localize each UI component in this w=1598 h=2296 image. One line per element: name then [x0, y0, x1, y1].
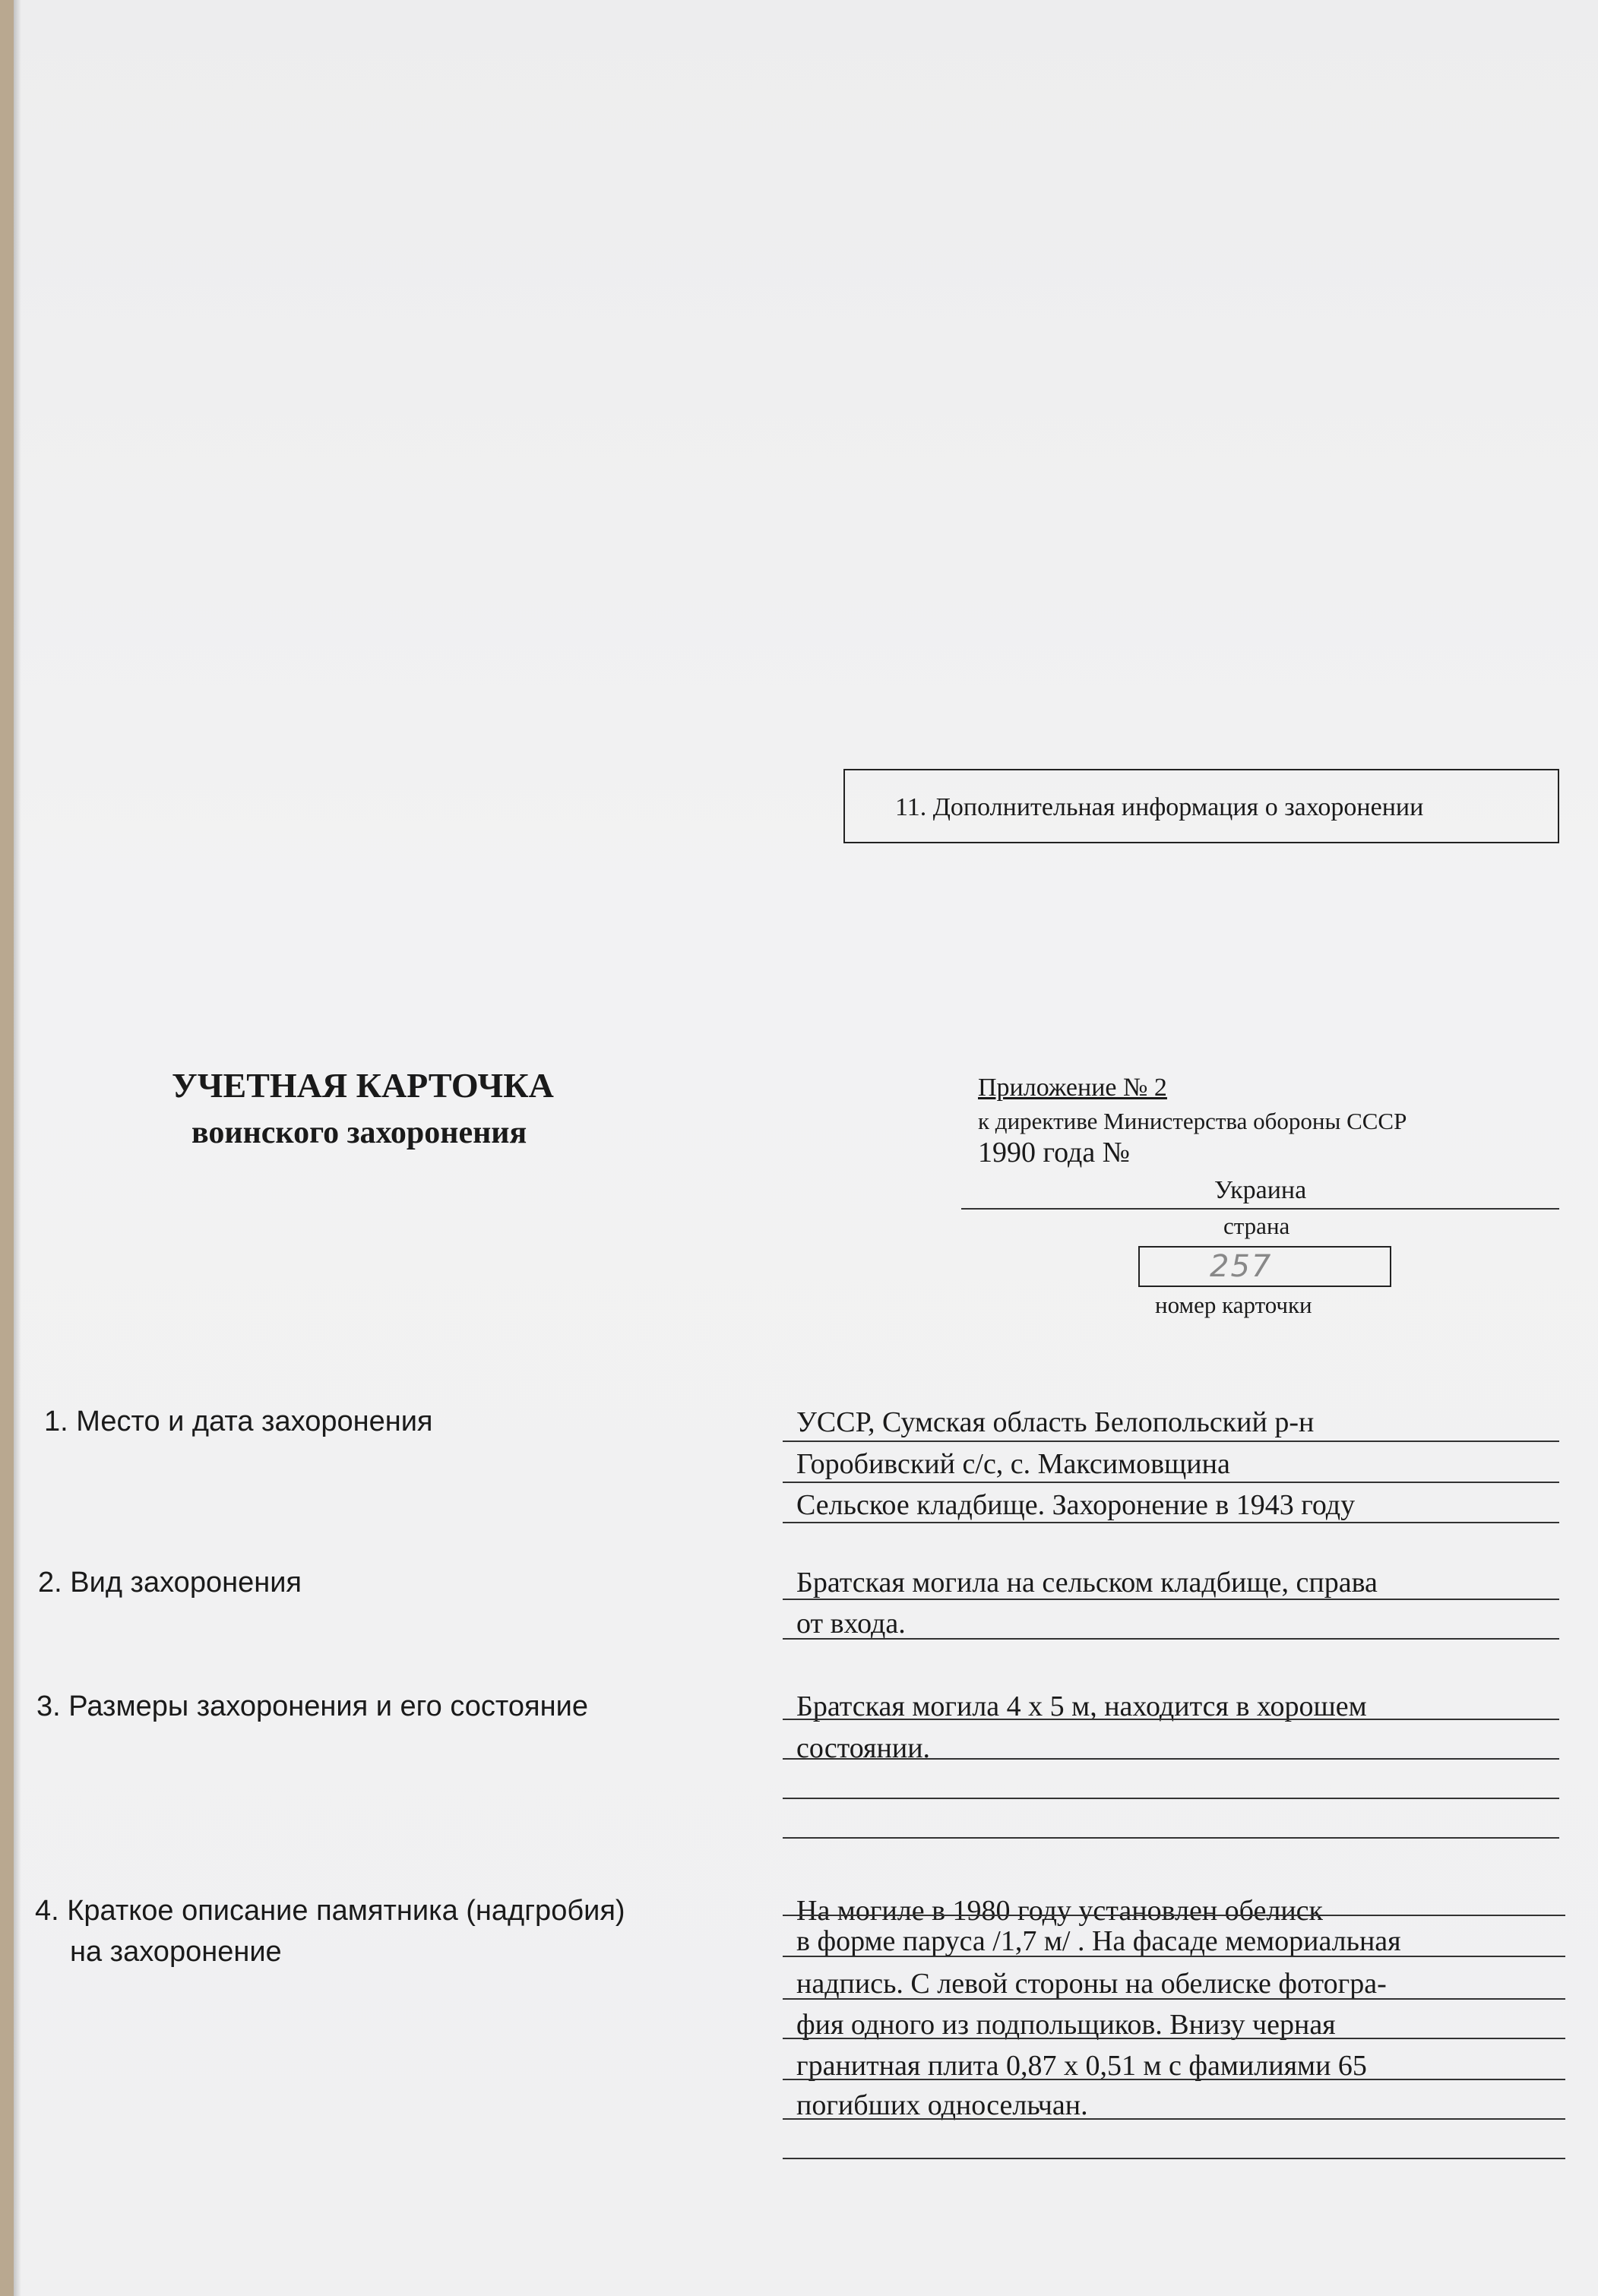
- field-1-rule-1: [783, 1441, 1559, 1442]
- field-4-label-line-1: 4. Краткое описание памятника (надгробия): [35, 1895, 625, 1927]
- field-1-rule-2: [783, 1482, 1559, 1483]
- country-value: Украина: [1214, 1176, 1307, 1204]
- field-4-line-5: гранитная плита 0,87 х 0,51 м с фамилиями 65: [796, 2050, 1367, 2082]
- country-caption: страна: [1223, 1213, 1290, 1239]
- field-2-line-2: от входа.: [796, 1608, 906, 1640]
- field-2-label: 2. Вид захоронения: [38, 1567, 302, 1599]
- card-number-caption: номер карточки: [1155, 1292, 1312, 1318]
- field-1-line-1: УССР, Сумская область Белопольский р-н: [796, 1406, 1315, 1438]
- field-4-line-6: погибших односельчан.: [796, 2089, 1088, 2121]
- field-3-rule-4: [783, 1837, 1559, 1839]
- additional-info-label: 11. Дополнительная информация о захоронении: [895, 793, 1424, 821]
- card-subtitle: воинского захоронения: [191, 1115, 527, 1150]
- field-3-rule-2: [783, 1758, 1559, 1760]
- field-4-rule-1: [783, 1915, 1565, 1916]
- paper-shadow-edge: [14, 0, 21, 2296]
- country-line: [961, 1208, 1559, 1210]
- field-3-line-2: состоянии.: [796, 1732, 931, 1764]
- field-2-rule-1: [783, 1599, 1559, 1600]
- card-number-box: [1138, 1246, 1391, 1287]
- field-3-line-1: Братская могила 4 х 5 м, находится в хорошем: [796, 1690, 1367, 1722]
- field-4-rule-3: [783, 1998, 1565, 2000]
- additional-info-box: [843, 769, 1559, 843]
- field-4-line-1: На могиле в 1980 году установлен обелиск: [796, 1895, 1323, 1927]
- field-1-label: 1. Место и дата захоронения: [44, 1406, 433, 1437]
- field-4-rule-7: [783, 2158, 1565, 2159]
- card-title: УЧЕТНАЯ КАРТОЧКА: [172, 1066, 554, 1105]
- field-4-line-2: в форме паруса /1,7 м/ . На фасаде мемориальная: [796, 1925, 1401, 1957]
- appendix-directive: к директиве Министерства обороны СССР: [978, 1108, 1407, 1134]
- field-1-line-3: Сельское кладбище. Захоронение в 1943 году: [796, 1489, 1356, 1521]
- field-4-rule-6: [783, 2118, 1565, 2120]
- field-4-rule-5: [783, 2079, 1565, 2080]
- field-1-rule-3: [783, 1522, 1559, 1523]
- field-4-line-3: надпись. С левой стороны на обелиске фотогра-: [796, 1968, 1387, 2000]
- field-3-rule-1: [783, 1719, 1559, 1720]
- field-3-label: 3. Размеры захоронения и его состояние: [36, 1690, 588, 1722]
- appendix-year: 1990 года №: [978, 1137, 1131, 1169]
- field-4-rule-4: [783, 2038, 1565, 2039]
- field-1-line-2: Горобивский с/с, с. Максимовщина: [796, 1448, 1230, 1480]
- field-4-line-4: фия одного из подпольщиков. Внизу черная: [796, 2009, 1336, 2041]
- field-2-rule-2: [783, 1638, 1559, 1640]
- appendix-number: Приложение № 2: [978, 1074, 1167, 1102]
- field-4-label-line-2: на захоронение: [70, 1936, 282, 1968]
- field-2-line-1: Братская могила на сельском кладбище, справа: [796, 1567, 1378, 1599]
- field-3-rule-3: [783, 1798, 1559, 1799]
- field-4-rule-2: [783, 1956, 1565, 1957]
- card-number-value: 257: [1210, 1249, 1273, 1284]
